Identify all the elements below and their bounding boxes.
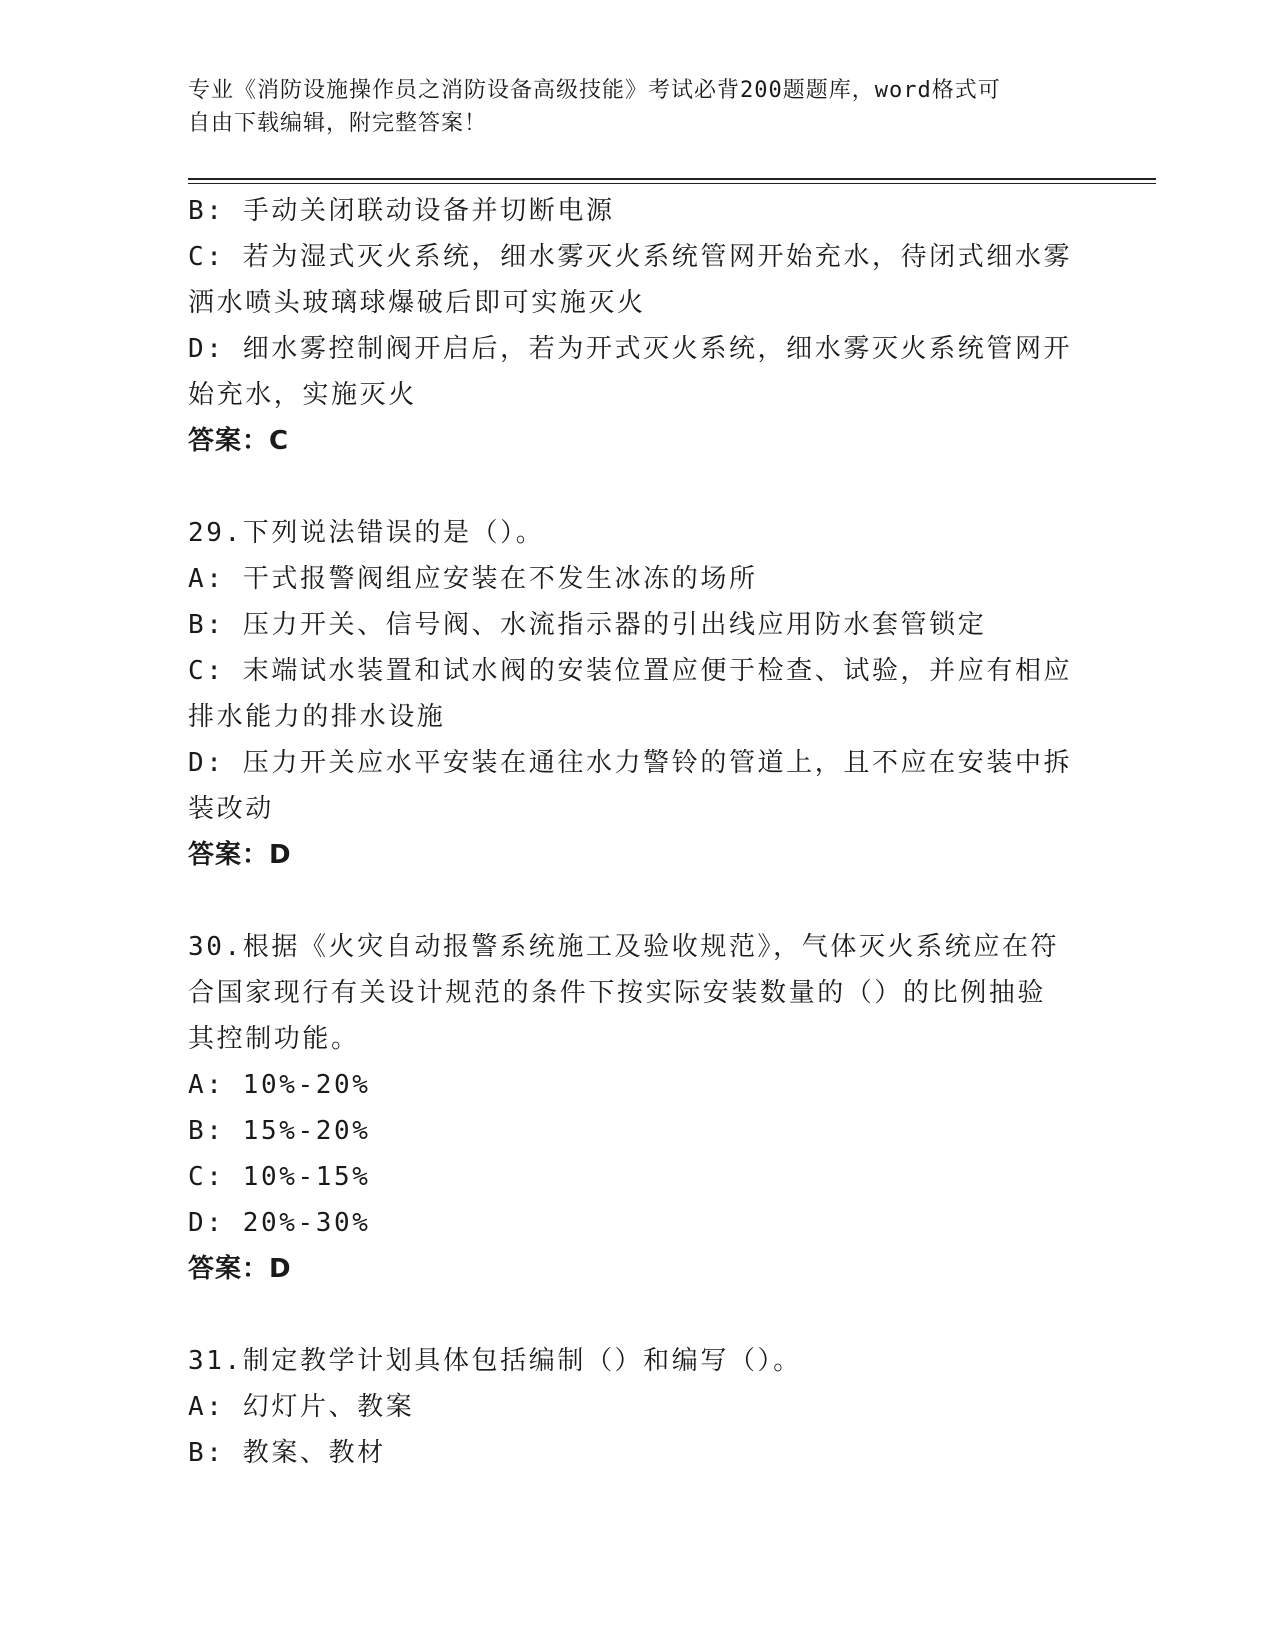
option-c: C: 10%-15% xyxy=(188,1162,371,1192)
option-d-line-1: D: 细水雾控制阀开启后，若为开式灭火系统，细水雾灭火系统管网开 xyxy=(188,334,1073,364)
option-a: A: 10%-20% xyxy=(188,1070,371,1100)
option-c-line-2: 洒水喷头玻璃球爆破后即可实施灭火 xyxy=(188,288,646,318)
question-28-tail xyxy=(188,188,1088,464)
option-a: A: 幻灯片、教案 xyxy=(188,1392,415,1422)
option-d-line-2: 始充水，实施灭火 xyxy=(188,380,417,410)
question-31 xyxy=(188,1338,1088,1476)
question-text-line-3: 其控制功能。 xyxy=(188,1024,360,1054)
option-a: A: 干式报警阀组应安装在不发生冰冻的场所 xyxy=(188,564,758,594)
question-text-line-1: 30.根据《火灾自动报警系统施工及验收规范》，气体灭火系统应在符 xyxy=(188,932,1060,962)
spacer xyxy=(188,1292,1088,1338)
question-29 xyxy=(188,510,1088,878)
option-b: B: 压力开关、信号阀、水流指示器的引出线应用防水套管锁定 xyxy=(188,610,987,640)
header-line-2: 自由下载编辑，附完整答案！ xyxy=(188,111,488,136)
option-d-line-1: D: 压力开关应水平安装在通往水力警铃的管道上，且不应在安装中拆 xyxy=(188,748,1073,778)
header-divider xyxy=(188,178,1156,184)
spacer xyxy=(188,878,1088,924)
option-b: B: 15%-20% xyxy=(188,1116,371,1146)
question-text-line-2: 合国家现行有关设计规范的条件下按实际安装数量的（）的比例抽验 xyxy=(188,978,1047,1008)
answer: 答案：C xyxy=(188,426,290,456)
spacer xyxy=(188,464,1088,510)
document-header xyxy=(188,74,1068,140)
option-d-line-2: 装改动 xyxy=(188,794,274,824)
question-list xyxy=(188,188,1088,1476)
header-line-1: 专业《消防设施操作员之消防设备高级技能》考试必背200题题库，word格式可 xyxy=(188,78,1001,103)
question-text: 29.下列说法错误的是（）。 xyxy=(188,518,545,548)
option-b: B: 手动关闭联动设备并切断电源 xyxy=(188,196,615,226)
answer: 答案：D xyxy=(188,1254,292,1284)
question-text: 31.制定教学计划具体包括编制（）和编写（）。 xyxy=(188,1346,802,1376)
option-c-line-1: C: 若为湿式灭火系统，细水雾灭火系统管网开始充水，待闭式细水雾 xyxy=(188,242,1073,272)
option-c-line-2: 排水能力的排水设施 xyxy=(188,702,446,732)
answer: 答案：D xyxy=(188,840,292,870)
question-30 xyxy=(188,924,1088,1292)
option-d: D: 20%-30% xyxy=(188,1208,371,1238)
option-c-line-1: C: 末端试水装置和试水阀的安装位置应便于检查、试验，并应有相应 xyxy=(188,656,1073,686)
option-b: B: 教案、教材 xyxy=(188,1438,386,1468)
